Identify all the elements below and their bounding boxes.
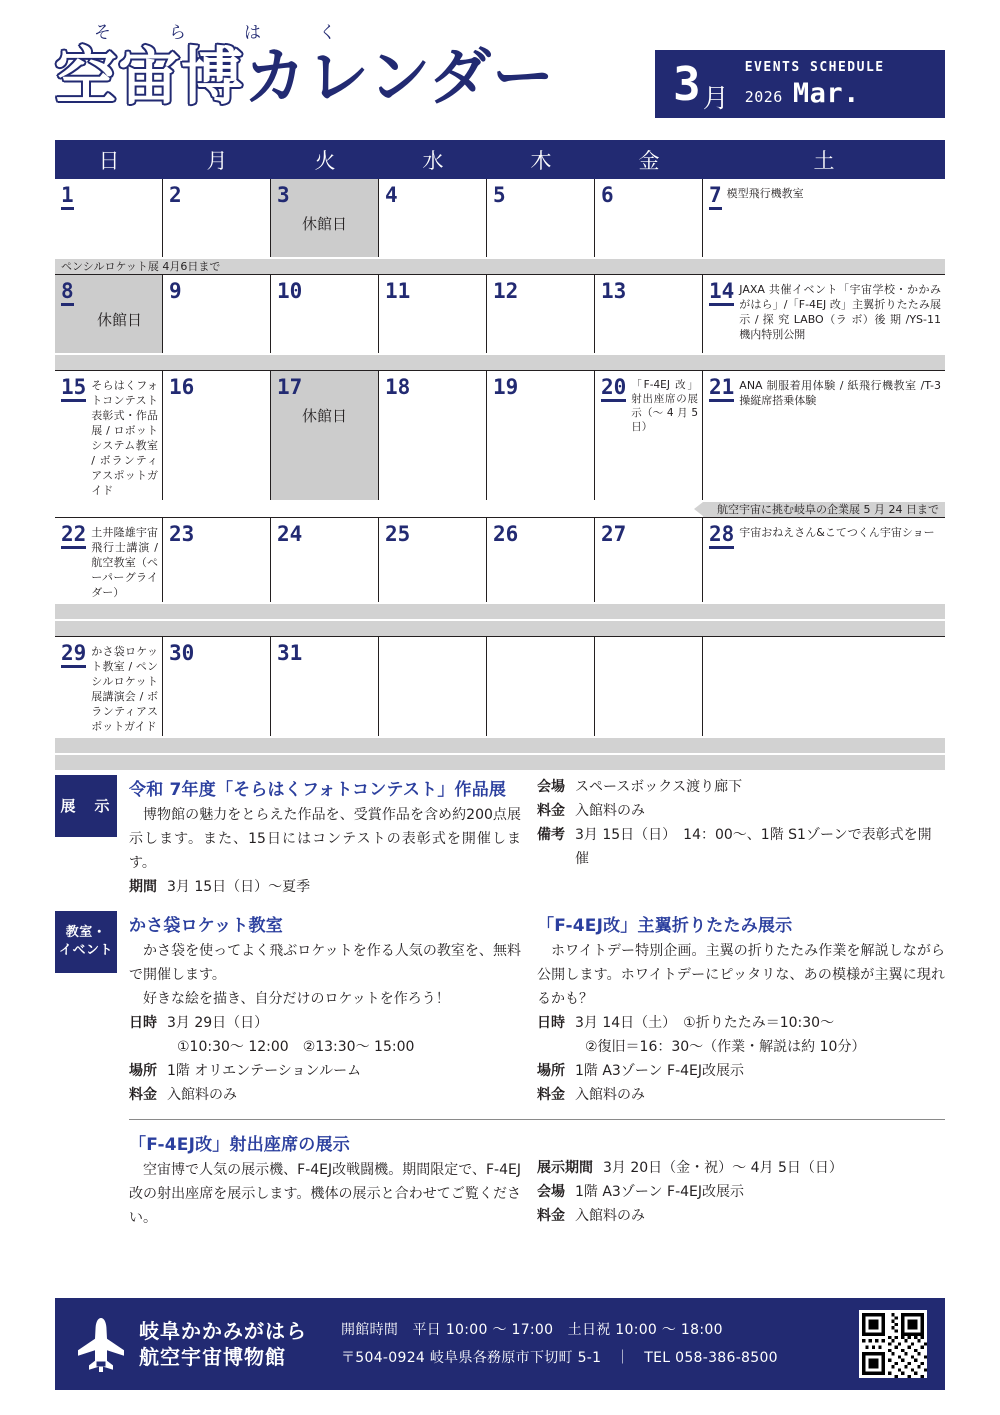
f4ej-wing-datetime-value: 3月 14日（土） ①折りたたみ＝10:30〜 [575, 1015, 835, 1031]
month-number: 3 [673, 57, 701, 111]
calendar-day-19[interactable] [487, 371, 595, 500]
closed-day-label: 休館日 [301, 407, 347, 425]
calendar-week [55, 636, 945, 770]
day-number: 18 [385, 375, 411, 399]
day-event-text: 土井隆雄宇宙飛行士講演 / 航空教室（ペーパーグライダー） [91, 526, 158, 599]
exhibit-period-key: 期間 [129, 879, 157, 895]
poster-footer [55, 1298, 945, 1390]
calendar-day-31[interactable] [271, 637, 379, 736]
kasabukuro-datetime-row [129, 1011, 521, 1035]
f4ej-wing-fee-key: 料金 [537, 1087, 565, 1103]
calendar-day-22[interactable] [55, 518, 163, 602]
section-divider [129, 1119, 945, 1120]
day-event-text: 宇宙おねえさん&こてつくん宇宙ショー [739, 526, 935, 539]
badge-classroom-line1: 教室・ [65, 925, 107, 940]
badge-exhibit: 展 示 [55, 775, 117, 837]
calendar-week-days [55, 637, 945, 736]
closed-day-label: 休館日 [301, 215, 347, 233]
calendar-day-28[interactable] [703, 518, 945, 602]
calendar-day-12[interactable] [487, 275, 595, 353]
day-number: 31 [277, 641, 303, 665]
kasabukuro-datetime-key: 日時 [129, 1015, 157, 1031]
calendar-day-27[interactable] [595, 518, 703, 602]
calendar-week-days [55, 371, 945, 500]
calendar-banner-row [55, 755, 945, 770]
exhibit-right-column [537, 775, 945, 899]
month-badge-right [745, 60, 885, 109]
poster-header [0, 0, 1000, 118]
calendar-day-24[interactable] [271, 518, 379, 602]
f4ej-wing-datetime-row [537, 1011, 945, 1035]
ejection-left-column [129, 1130, 537, 1230]
kasabukuro-place-value: 1階 オリエンテーションルーム [167, 1063, 362, 1079]
calendar-day-26[interactable] [487, 518, 595, 602]
day-number: 20 [601, 377, 626, 402]
calendar-banner-empty [55, 604, 945, 619]
weekday-fri: 金 [638, 148, 660, 173]
kasabukuro-datetime-value2: ①10:30〜 12:00 ②13:30〜 15:00 [177, 1039, 415, 1055]
calendar-banner-bars [55, 604, 945, 636]
calendar-banner-empty [55, 738, 945, 753]
day-number: 2 [169, 183, 182, 207]
calendar-day-9[interactable] [163, 275, 271, 353]
closed-day-label: 休館日 [96, 311, 142, 329]
calendar-banner-row [55, 259, 945, 274]
day-number: 22 [61, 524, 86, 549]
exhibit-left-column [129, 775, 537, 899]
month-en-label: Mar. [792, 77, 860, 109]
calendar-day-14[interactable] [703, 275, 945, 353]
calendar-banner-empty [55, 355, 945, 370]
qr-code-image [859, 1310, 927, 1378]
month-badge [655, 50, 945, 118]
museum-logo-text [139, 1318, 307, 1370]
f4ej-wing-datetime-key: 日時 [537, 1015, 565, 1031]
exhibit-venue-value: スペースボックス渡り廊下 [575, 779, 743, 795]
title-kanji: 空宙博 [55, 40, 245, 113]
day-number: 27 [601, 522, 627, 546]
day-number: 4 [385, 183, 398, 207]
day-number: 9 [169, 279, 182, 303]
exhibit-fee-value: 入館料のみ [575, 803, 645, 819]
f4ej-wing-fee-value: 入館料のみ [575, 1087, 645, 1103]
page-title [55, 40, 555, 113]
f4ej-wing-description [537, 939, 945, 1011]
section-exhibit [55, 775, 945, 899]
day-number: 12 [493, 279, 519, 303]
exhibit-fee-key: 料金 [537, 803, 565, 819]
detail-sections [55, 775, 945, 1230]
calendar-day-empty[interactable] [379, 637, 487, 736]
calendar-day-1[interactable] [55, 179, 163, 257]
weekday-sat: 土 [813, 148, 835, 173]
kasabukuro-datetime-value: 3月 29日（日） [167, 1015, 269, 1031]
furigana-char-3: く [319, 23, 336, 43]
calendar-day-4[interactable] [379, 179, 487, 257]
calendar-day-10[interactable] [271, 275, 379, 353]
calendar-banner-row [55, 604, 945, 619]
day-number: 6 [601, 183, 614, 207]
exhibit-note-key: 備考 [537, 827, 565, 843]
f4ej-wing-desc-1: ホワイトデー特別企画。主翼の折りたたみ作業を解説しながら公開します。ホワイトデーにピッタリな、あの模様が主翼に現れるかも？ [537, 943, 945, 1007]
exhibit-body [129, 775, 945, 899]
calendar-banner-empty [55, 621, 945, 636]
ejection-period-row [537, 1156, 945, 1180]
weekday-mon: 月 [206, 148, 228, 173]
year-month-row [745, 78, 885, 109]
calendar-week-days [55, 518, 945, 602]
day-number: 16 [169, 375, 195, 399]
calendar-week-days [55, 179, 945, 257]
calendar-banner: ペンシルロケット展 4月6日まで [55, 259, 945, 274]
day-number: 7 [709, 185, 722, 210]
museum-logo-line2: 航空宇宙博物館 [139, 1345, 286, 1369]
calendar-day-20[interactable] [595, 371, 703, 500]
classroom-body [129, 911, 945, 1107]
calendar-banner-row [55, 621, 945, 636]
exhibit-note-row [537, 823, 945, 871]
airplane-icon [75, 1316, 127, 1372]
f4ej-wing-place-value: 1階 A3ゾーン F-4EJ改展示 [575, 1063, 744, 1079]
f4ej-wing-place-row [537, 1059, 945, 1083]
calendar-banner-row [55, 738, 945, 753]
calendar-week [55, 370, 945, 517]
furigana-char-0: そ [94, 23, 111, 43]
calendar-day-16[interactable] [163, 371, 271, 500]
kasabukuro-place-key: 場所 [129, 1063, 157, 1079]
exhibit-description-text: 博物館の魅力をとらえた作品を、受賞作品を含め約200点展示します。また、15日にはコンテストの表彰式を開催します。 [129, 807, 521, 871]
kasabukuro-description [129, 939, 521, 1011]
ejection-period-value: 3月 20日（金・祝）～ 4月 5日（日） [603, 1160, 843, 1176]
calendar-day-empty[interactable] [487, 637, 595, 736]
furigana-char-2: は [244, 23, 261, 43]
calendar-week [55, 179, 945, 274]
ejection-venue-value: 1階 A3ゾーン F-4EJ改展示 [575, 1184, 744, 1200]
calendar-banner-bars [55, 502, 945, 517]
calendar-day-18[interactable] [379, 371, 487, 500]
day-event-text: 「F-4EJ 改」射出座席の展示（～ 4 月 5 日） [631, 379, 698, 433]
ejection-venue-key: 会場 [537, 1184, 565, 1200]
ejection-fee-key: 料金 [537, 1208, 565, 1224]
calendar-day-15[interactable] [55, 371, 163, 500]
kasabukuro-fee-key: 料金 [129, 1087, 157, 1103]
calendar-banner: 航空宇宙に挑む岐阜の企業展 5 月 24 日まで [703, 502, 945, 517]
day-number: 8 [61, 281, 74, 306]
exhibit-fee-row [537, 799, 945, 823]
museum-logo-line1: 岐阜かかみがはら [139, 1319, 307, 1343]
ejection-fee-value: 入館料のみ [575, 1208, 645, 1224]
kasabukuro-desc-1: かさ袋を使ってよく飛ぶロケットを作る人気の教室を、無料で開催します。 [129, 943, 521, 983]
day-number: 21 [709, 377, 734, 402]
day-number: 17 [277, 375, 303, 399]
calendar-day-2[interactable] [163, 179, 271, 257]
exhibit-description [129, 803, 521, 875]
calendar-day-11[interactable] [379, 275, 487, 353]
calendar-weeks [55, 179, 945, 770]
calendar-banner-bars [55, 259, 945, 274]
day-event-text: かさ袋ロケット教室 / ペンシルロケット展講演会 / ボランティアスポットガイド [91, 645, 158, 733]
month-suffix: 月 [702, 84, 729, 114]
calendar-day-7[interactable] [703, 179, 945, 257]
classroom-right-column [537, 911, 945, 1107]
calendar-day-21[interactable] [703, 371, 945, 500]
day-number: 11 [385, 279, 411, 303]
calendar-week [55, 517, 945, 636]
weekday-tue: 火 [314, 148, 336, 173]
day-number: 23 [169, 522, 195, 546]
calendar-day-empty[interactable] [703, 637, 945, 736]
f4ej-wing-fee-row [537, 1083, 945, 1107]
opening-hours: 開館時間 平日 10:00 〜 17:00 土日祝 10:00 〜 18:00 [341, 1322, 723, 1338]
ejection-right-column [537, 1130, 945, 1230]
ejection-body [129, 1130, 945, 1230]
classroom-left-column [129, 911, 537, 1107]
exhibit-venue-key: 会場 [537, 779, 565, 795]
calendar-banner-bars [55, 738, 945, 770]
furigana-char-1: ら [169, 23, 186, 43]
day-number: 14 [709, 281, 734, 306]
f4ej-wing-title: 「F-4EJ改」主翼折りたたみ展示 [537, 916, 793, 936]
weekday-sun: 日 [98, 148, 120, 173]
day-number: 28 [709, 524, 734, 549]
calendar-day-empty[interactable] [595, 637, 703, 736]
kasabukuro-desc-2: 好きな絵を描き、自分だけのロケットを作ろう！ [143, 991, 450, 1007]
ejection-period-key: 展示期間 [537, 1160, 593, 1176]
exhibit-period-value: 3月 15日（日）〜夏季 [167, 879, 311, 895]
f4ej-wing-datetime-value2: ②復旧＝16：30〜（作業・解説は約 10分） [585, 1039, 866, 1055]
museum-logo [75, 1316, 307, 1372]
museum-address: 〒504-0924 岐阜県各務原市下切町 5-1 ｜ TEL 058-386-8500 [341, 1350, 778, 1366]
weekday-thu: 木 [530, 148, 552, 173]
day-number: 24 [277, 522, 303, 546]
kasabukuro-title: かさ袋ロケット教室 [129, 916, 283, 936]
kasabukuro-fee-row [129, 1083, 521, 1107]
calendar-week-days [55, 275, 945, 353]
weekday-header-row [55, 140, 945, 179]
section-classroom-events [55, 911, 945, 1107]
title-block [55, 18, 555, 111]
exhibit-venue-row [537, 775, 945, 799]
calendar-day-30[interactable] [163, 637, 271, 736]
day-event-text: ANA 制服着用体験 / 紙飛行機教室 /T-3 操縦席搭乗体験 [739, 379, 941, 407]
day-number: 10 [277, 279, 303, 303]
ejection-fee-row [537, 1204, 945, 1228]
day-number: 5 [493, 183, 506, 207]
badge-classroom-line2: イベント [58, 943, 113, 958]
exhibit-period-row [129, 875, 521, 899]
day-number: 30 [169, 641, 195, 665]
day-number: 25 [385, 522, 411, 546]
calendar-banner-empty [55, 755, 945, 770]
kasabukuro-fee-value: 入館料のみ [167, 1087, 237, 1103]
calendar-banner-row [55, 355, 945, 370]
calendar-day-17[interactable] [271, 371, 379, 500]
calendar-grid [55, 140, 945, 770]
calendar-day-13[interactable] [595, 275, 703, 353]
exhibit-note-value: 3月 15日（日） 14：00〜、1階 S1ゾーンで表彰式を開催 [575, 827, 932, 867]
badge-classroom-events [55, 911, 117, 973]
exhibit-title: 令和 7年度「そらはくフォトコンテスト」作品展 [129, 780, 507, 800]
banner-spacer [55, 502, 703, 517]
day-number: 1 [61, 185, 74, 210]
calendar-day-8[interactable] [55, 275, 163, 353]
day-number: 13 [601, 279, 627, 303]
ejection-description [129, 1158, 521, 1230]
day-event-text: JAXA 共催イベント「宇宙学校・かかみがはら」/「F-4EJ 改」主翼折りたたみ展示 / 探 究 LABO（ラ ボ）後 期 /YS-11 機内特別公開 [739, 283, 941, 341]
ejection-title: 「F-4EJ改」射出座席の展示 [129, 1135, 350, 1155]
weekday-wed: 水 [422, 148, 444, 173]
day-number: 3 [277, 183, 290, 207]
calendar-day-5[interactable] [487, 179, 595, 257]
museum-info [341, 1316, 778, 1372]
calendar-day-3[interactable] [271, 179, 379, 257]
events-schedule-label: EVENTS SCHEDULE [744, 59, 885, 75]
f4ej-wing-place-key: 場所 [537, 1063, 565, 1079]
section-ejection-seat-wrap [129, 1119, 945, 1230]
ejection-venue-row [537, 1180, 945, 1204]
calendar-day-23[interactable] [163, 518, 271, 602]
day-event-text: そらはくフォトコンテスト表彰式・作品展 / ロボットシステム教室 / ボランティアスポットガイド [91, 379, 158, 497]
day-number: 29 [61, 643, 86, 668]
calendar-day-29[interactable] [55, 637, 163, 736]
qr-code[interactable] [859, 1310, 927, 1378]
calendar-day-25[interactable] [379, 518, 487, 602]
year-label: 2026 [744, 87, 783, 106]
calendar-day-6[interactable] [595, 179, 703, 257]
calendar-banner-bars [55, 355, 945, 370]
day-event-text: 模型飛行機教室 [726, 187, 804, 200]
title-kana: カレンダー [244, 40, 555, 113]
day-number: 26 [493, 522, 519, 546]
kasabukuro-place-row [129, 1059, 521, 1083]
day-number: 19 [493, 375, 519, 399]
calendar-banner-row [55, 502, 945, 517]
day-number: 15 [61, 377, 86, 402]
calendar-week [55, 274, 945, 370]
ejection-desc-1: 空宙博で人気の展示機、F-4EJ改戦闘機。期間限定で、F-4EJ改の射出座席を展示します。機体の展示と合わせてご覧ください。 [129, 1162, 521, 1226]
